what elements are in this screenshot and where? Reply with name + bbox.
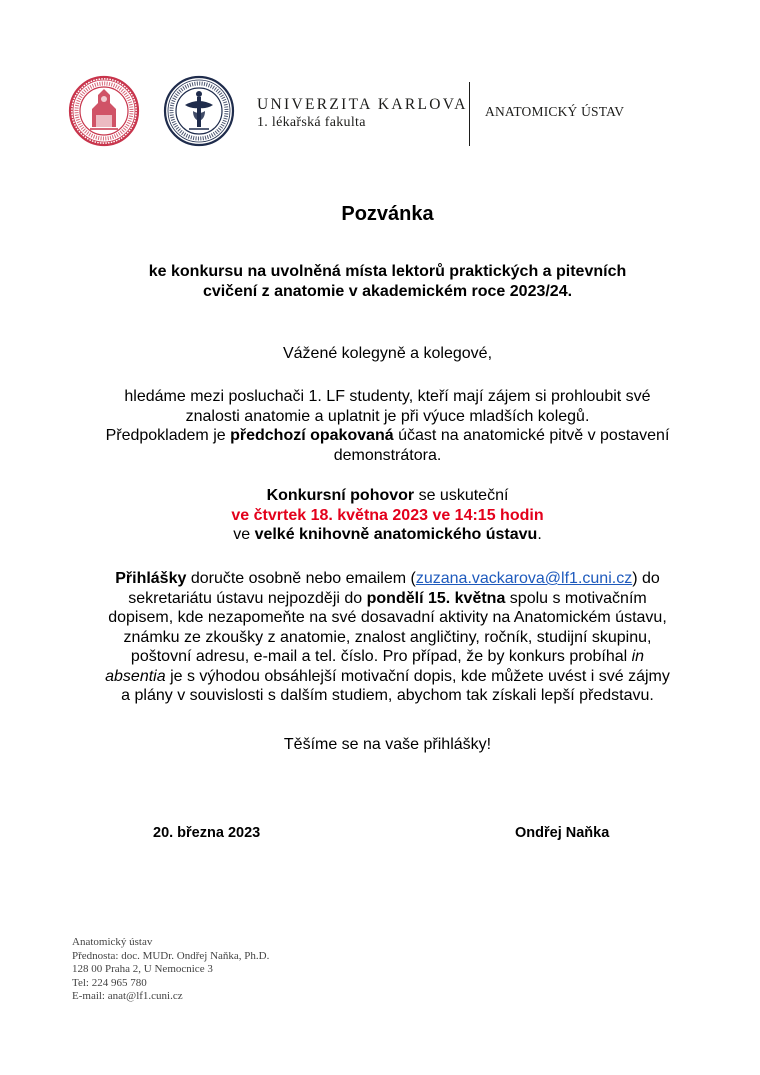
text-line (60, 486, 715, 506)
closing: Těšíme se na vaše přihlášky! (283, 736, 492, 753)
text-span: . (537, 526, 542, 543)
text-span: se uskuteční (414, 487, 509, 504)
text-span: je s výhodou obsáhlejší motivační dopis, kde můžete uvést i své zájmy (165, 667, 670, 685)
subtitle-line: ke konkursu na uvolněná místa lektorů praktických a pitevních (148, 263, 627, 280)
interview-location: velké knihovně anatomického ústavu (254, 526, 538, 543)
footer-contact (72, 936, 269, 1004)
text-line (60, 525, 715, 545)
footer-line: Přednosta: doc. MUDr. Ondřej Naňka, Ph.D. (72, 949, 270, 962)
interview-date: ve čtvrtek 18. května 2023 ve 14:15 hodin (231, 506, 544, 524)
text-line: známku ze zkoušky z anatomie, znalost angličtiny, ročník, studijní skupinu, (123, 628, 652, 646)
deadline: pondělí 15. května (366, 589, 506, 607)
header-divider (469, 82, 470, 146)
department-name: ANATOMICKÝ ÚSTAV (485, 104, 625, 119)
charles-university-seal-icon (68, 75, 140, 147)
letter-date: 20. března 2023 (153, 825, 261, 841)
subtitle-line: cvičení z anatomie v akademickém roce 2023/24. (202, 282, 573, 300)
paragraph-applications (60, 569, 715, 706)
text-span: účast na anatomické pitvě v postavení (393, 427, 670, 444)
paragraph-intro (60, 387, 715, 465)
letter-subtitle (60, 262, 715, 301)
faculty-name: 1. lékařská fakulta (257, 115, 366, 130)
emphasis: Přihlášky (115, 570, 187, 587)
text-line: hledáme mezi posluchači 1. LF studenty, kteří mají zájem si prohloubit své (124, 388, 651, 405)
text-line: dopisem, kde nezapomeňte na své dosavadní aktivity na Anatomickém ústavu, (108, 609, 667, 626)
emphasis: předchozí opakovaná (230, 427, 394, 444)
text-line (60, 667, 715, 687)
text-span: spolu s motivačním (505, 589, 647, 607)
university-name: UNIVERZITA KARLOVA (257, 96, 468, 113)
paragraph-interview (60, 486, 715, 545)
text-span: ) do (632, 570, 660, 587)
text-span: poštovní adresu, e-mail a tel. číslo. Pro případ, že by konkurs probíhal (130, 648, 632, 665)
emphasis: Konkursní pohovor (266, 487, 415, 504)
text-span: sekretariátu ústavu nejpozději do (128, 589, 367, 607)
text-line (60, 647, 715, 667)
footer-line: Tel: 224 965 780 (72, 976, 147, 989)
email-link[interactable]: zuzana.vackarova@lf1.cuni.cz (415, 570, 633, 587)
text-span: ve (233, 526, 255, 543)
italic-text: in (631, 648, 645, 665)
signature: Ondřej Naňka (515, 825, 610, 841)
italic-text: absentia (105, 667, 166, 685)
text-line: demonstrátora. (333, 446, 442, 464)
text-line (60, 426, 715, 446)
letterhead (0, 0, 760, 160)
text-line (60, 589, 715, 609)
greeting: Vážené kolegyně a kolegové, (282, 345, 493, 362)
letter-title: Pozvánka (341, 203, 434, 225)
text-span: Předpokladem je (105, 427, 231, 444)
footer-line: E-mail: anat@lf1.cuni.cz (72, 990, 183, 1003)
text-line: a plány v souvislosti s dalším studiem, abychom tak získali lepší představu. (121, 687, 654, 704)
first-faculty-seal-icon (163, 75, 235, 147)
text-span: doručte osobně nebo emailem ( (186, 570, 416, 587)
footer-line: Anatomický ústav (72, 936, 153, 948)
text-line: znalosti anatomie a uplatnit je při výuce mladších kolegů. (185, 407, 590, 425)
text-line (60, 569, 715, 589)
footer-line: 128 00 Praha 2, U Nemocnice 3 (72, 963, 213, 976)
